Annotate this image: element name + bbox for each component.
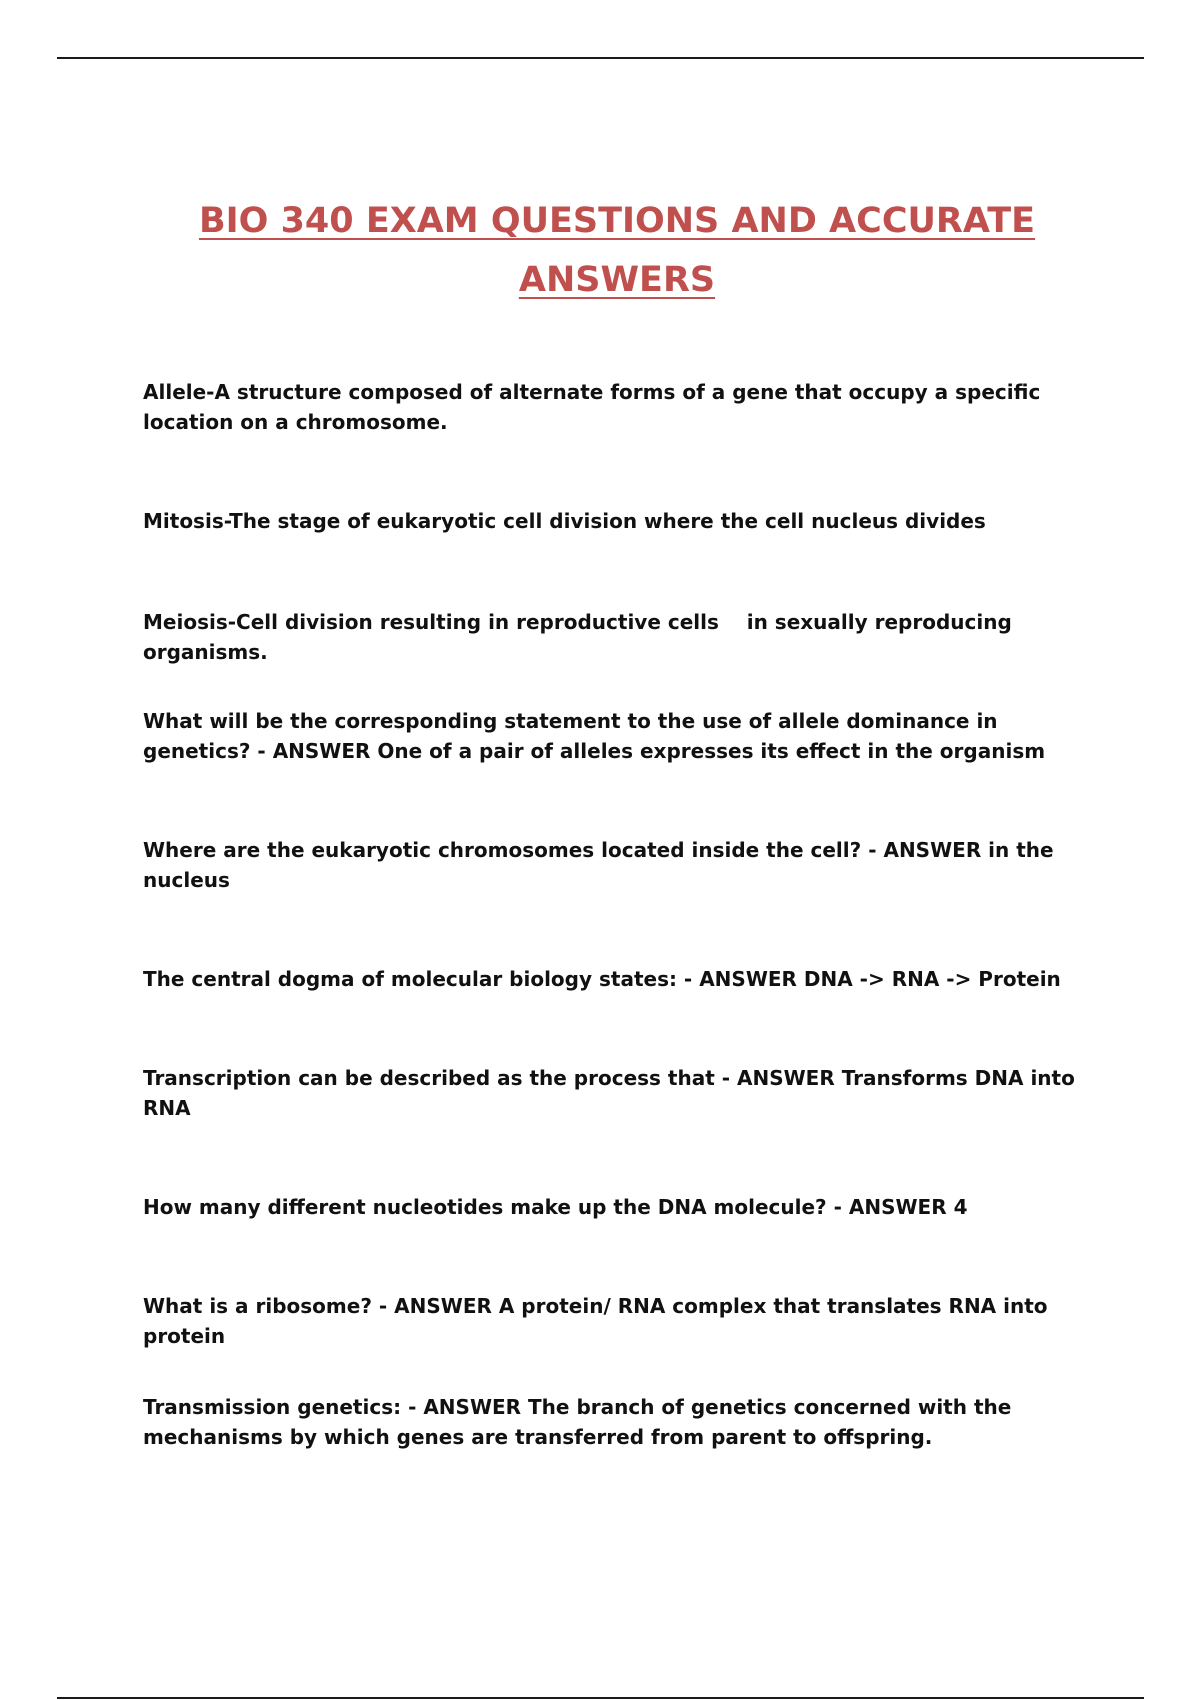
title-line-1: BIO 340 EXAM QUESTIONS AND ACCURATE [198,201,1036,241]
title-line-2: ANSWERS [518,260,716,300]
entry-allele: Allele-A structure composed of alternate forms of a gene that occupy a specific location on a chromosome. [143,380,1048,434]
entry-meiosis: Meiosis-Cell division resulting in reproductive cells in sexually reproducing organisms. [143,610,1019,664]
top-rule [57,57,1144,59]
entry-nucleotides: How many different nucleotides make up the DNA molecule? - ANSWER 4 [143,1195,968,1219]
entry-transcription: Transcription can be described as the process that - ANSWER Transforms DNA into RNA [143,1066,1082,1120]
document-title [0,192,1200,310]
entry-central-dogma: The central dogma of molecular biology states: - ANSWER DNA -> RNA -> Protein [143,967,1061,991]
entry-chromosome-location: Where are the eukaryotic chromosomes located inside the cell? - ANSWER in the nucleus [143,838,1061,892]
entry-mitosis: Mitosis-The stage of eukaryotic cell division where the cell nucleus divides [143,509,986,533]
entry-allele-dominance: What will be the corresponding statement to the use of allele dominance in genetics? - ANSWER One of a pair of alleles expresses its effect in the organism [143,709,1046,763]
entry-ribosome: What is a ribosome? - ANSWER A protein/ RNA complex that translates RNA into protein [143,1294,1055,1348]
bottom-rule [57,1697,1144,1699]
entry-transmission-genetics: Transmission genetics: - ANSWER The branch of genetics concerned with the mechanisms by which genes are transferred from parent to offspring. [143,1395,1019,1449]
